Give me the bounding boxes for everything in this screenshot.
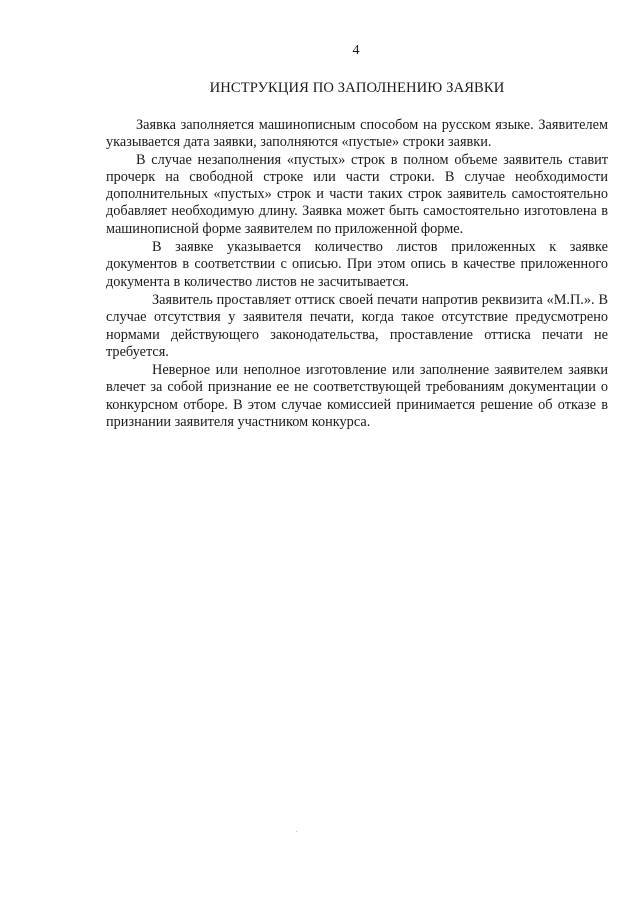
scan-speck — [296, 831, 297, 832]
document-title: ИНСТРУКЦИЯ ПО ЗАПОЛНЕНИЮ ЗАЯВКИ — [209, 80, 505, 96]
instruction-body — [106, 117, 608, 431]
paragraph-empty-lines: В случае незаполнения «пустых» строк в полном объеме заявитель ставит прочерк на свободной строке или части строки. В случае необходимости дополнительных «пустых» строк и части таких строк заявитель самостоятельно добавляет необходимую длину. Заявка может быть самостоятельно изготовлена в машинописной форме заявителем по приложенной форме. — [106, 151, 608, 237]
paragraph-language: Заявка заполняется машинописным способом на русском языке. Заявителем указывается дата заявки, заполняются «пустые» строки заявки. — [106, 117, 608, 151]
paragraph-seal: Заявитель проставляет оттиск своей печати напротив реквизита «М.П.». В случае отсутствия у заявителя печати, когда такое отсутствие предусмотрено нормами действующего законодательства, проставление оттиска печати не требуется. — [106, 291, 608, 360]
page-number: 4 — [352, 43, 360, 58]
paragraph-sheet-count: В заявке указывается количество листов приложенных к заявке документов в соответствии с описью. При этом опись в качестве приложенного документа в количество листов не засчитывается. — [106, 239, 608, 290]
paragraph-rejection: Неверное или неполное изготовление или заполнение заявителем заявки влечет за собой признание ее не соответствующей требованиям документации о конкурсном отборе. В этом случае комиссией принимается решение об отказе в признании заявителя участником конкурса. — [106, 362, 608, 431]
